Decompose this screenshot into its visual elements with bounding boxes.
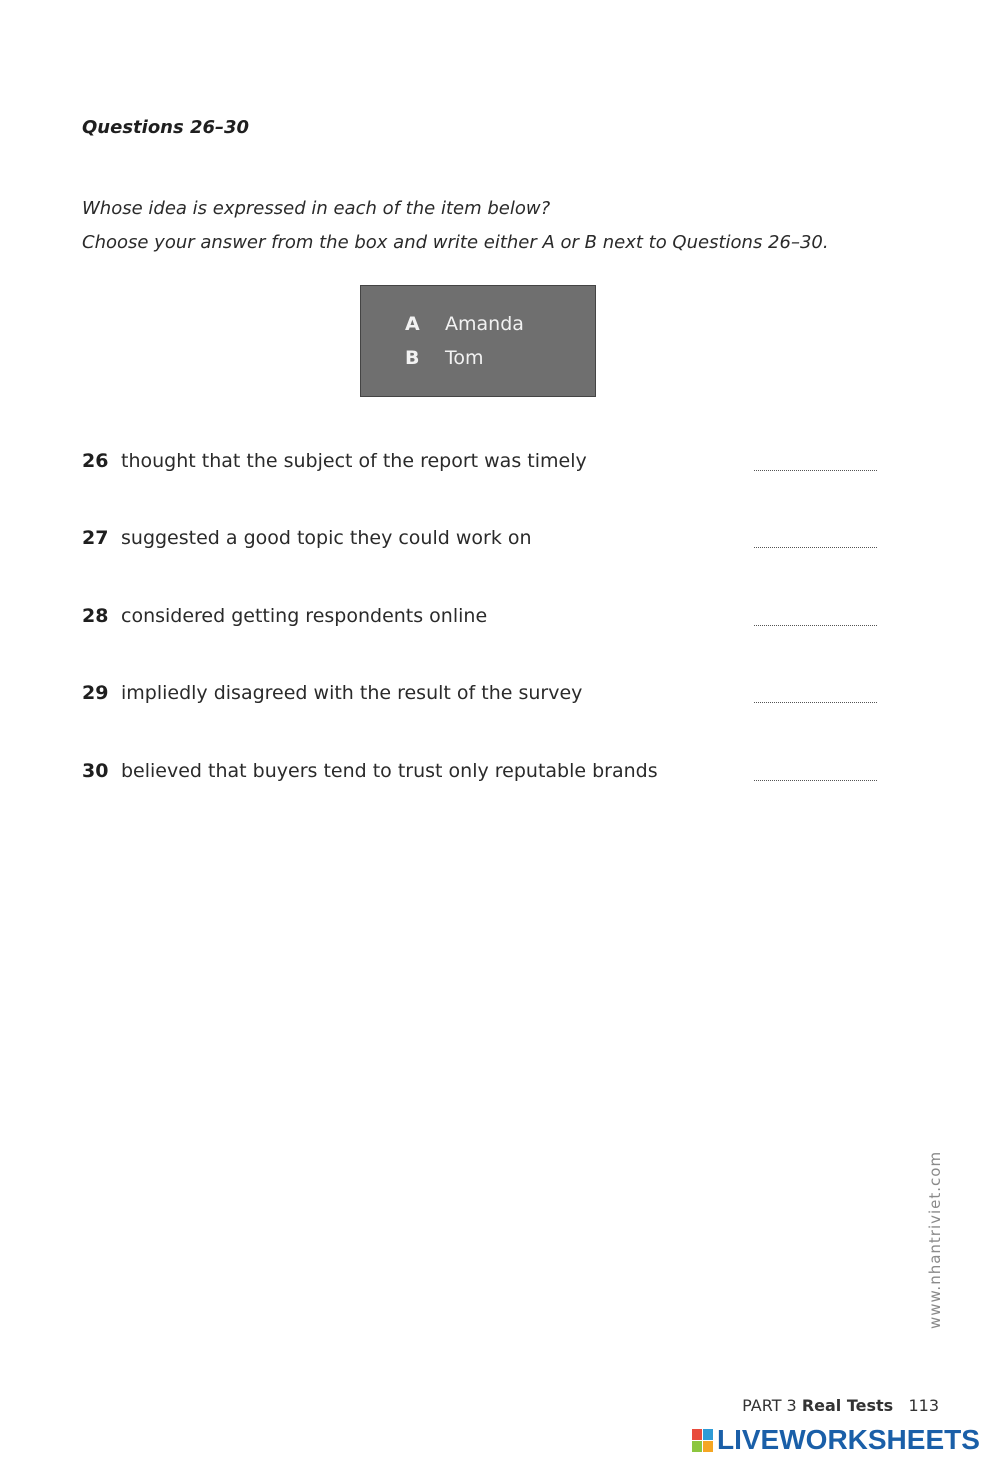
- brand-text: LIVEWORKSHEETS: [717, 1424, 980, 1455]
- option-a: [405, 313, 524, 335]
- option-letter: A: [405, 313, 420, 335]
- options-box: [360, 285, 596, 397]
- question-29: [82, 682, 582, 704]
- footer-part: PART 3: [742, 1396, 797, 1415]
- question-text: impliedly disagreed with the result of the survey: [121, 682, 583, 704]
- instruction-line-1: Whose idea is expressed in each of the item below?: [82, 198, 551, 219]
- question-27: [82, 527, 532, 549]
- page-footer: [742, 1396, 939, 1415]
- option-letter: B: [405, 347, 420, 369]
- question-number: 26: [82, 450, 109, 472]
- question-number: 29: [82, 682, 109, 704]
- liveworksheets-logo: [692, 1425, 980, 1455]
- question-number: 28: [82, 605, 109, 627]
- question-number: 30: [82, 760, 109, 782]
- question-text: thought that the subject of the report was timely: [121, 450, 587, 472]
- footer-section: Real Tests: [801, 1396, 894, 1415]
- question-28: [82, 605, 487, 627]
- answer-blank-27[interactable]: [754, 545, 877, 548]
- question-30: [82, 760, 658, 782]
- logo-grid-icon: [692, 1429, 713, 1452]
- question-text: believed that buyers tend to trust only reputable brands: [121, 760, 658, 782]
- option-name: Tom: [445, 347, 484, 369]
- question-text: suggested a good topic they could work on: [121, 527, 532, 549]
- question-text: considered getting respondents online: [121, 605, 488, 627]
- answer-blank-30[interactable]: [754, 778, 877, 781]
- option-b: [405, 347, 484, 369]
- section-heading: Questions 26–30: [82, 117, 250, 138]
- option-name: Amanda: [445, 313, 524, 335]
- instruction-line-2: Choose your answer from the box and write either A or B next to Questions 26–30.: [82, 232, 829, 253]
- publisher-watermark: www.nhantriviet.com: [926, 1150, 944, 1329]
- page-number: 113: [908, 1396, 939, 1415]
- question-number: 27: [82, 527, 109, 549]
- answer-blank-26[interactable]: [754, 468, 877, 471]
- question-26: [82, 450, 587, 472]
- answer-blank-29[interactable]: [754, 700, 877, 703]
- answer-blank-28[interactable]: [754, 623, 877, 626]
